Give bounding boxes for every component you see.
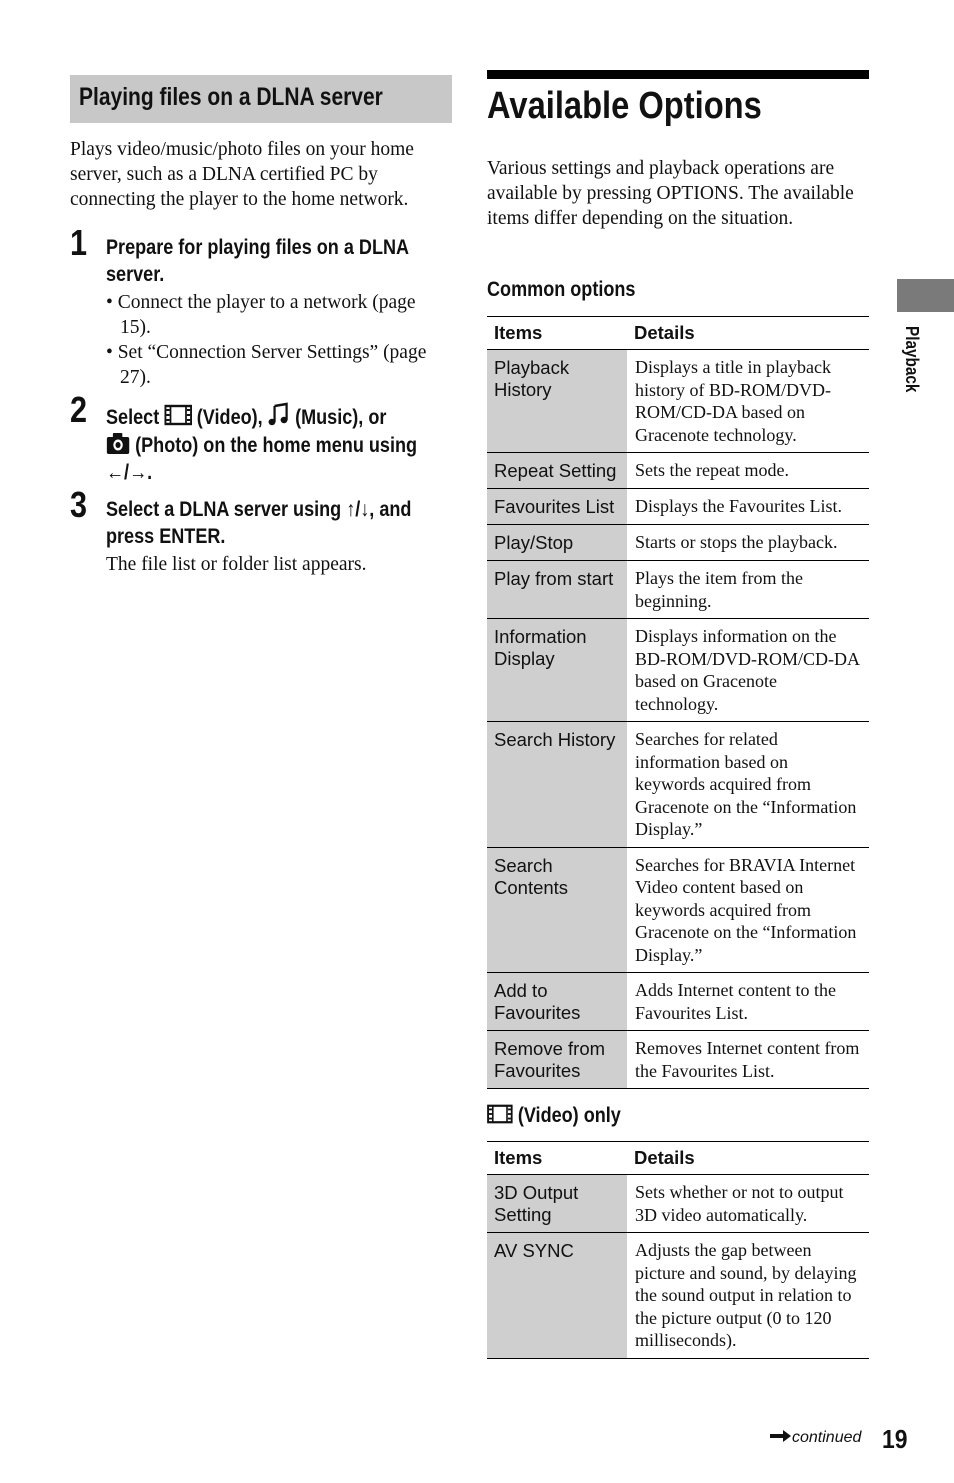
table-row bbox=[487, 1233, 869, 1359]
step-3-number: 3 bbox=[70, 484, 88, 525]
section-title: Playing files on a DLNA server bbox=[79, 83, 383, 111]
item-cell: Search History bbox=[487, 722, 627, 848]
table-row bbox=[487, 847, 869, 973]
step-3-title-line-1: Select a DLNA server using ↑/↓, and bbox=[106, 498, 412, 521]
film-icon bbox=[164, 403, 192, 427]
table-row bbox=[487, 489, 869, 525]
table-row bbox=[487, 1175, 869, 1233]
options-description: Various settings and playback operations are available by pressing OPTIONS. The available items differ depending on the situation. bbox=[487, 158, 854, 229]
table-row bbox=[487, 1031, 869, 1089]
column-header-details: Details bbox=[627, 1142, 869, 1175]
detail-cell: Removes Internet content from the Favourites List. bbox=[627, 1031, 869, 1089]
detail-cell: Searches for BRAVIA Internet Video content based on keywords acquired from Gracenote on the “Information Display.” bbox=[627, 847, 869, 973]
item-cell: Add to Favourites bbox=[487, 973, 627, 1031]
step-2-photo: (Photo) on the home menu using bbox=[135, 434, 418, 457]
common-options-heading: Common options bbox=[487, 278, 636, 301]
item-cell: Search Contents bbox=[487, 847, 627, 973]
item-cell: Play from start bbox=[487, 561, 627, 619]
detail-cell: Sets the repeat mode. bbox=[627, 453, 869, 489]
camera-icon bbox=[106, 431, 130, 455]
column-header-items: Items bbox=[487, 1142, 627, 1175]
detail-cell: Plays the item from the beginning. bbox=[627, 561, 869, 619]
step-1-number: 1 bbox=[70, 222, 88, 263]
item-cell: Playback History bbox=[487, 350, 627, 453]
table-row bbox=[487, 722, 869, 848]
item-cell: Favourites List bbox=[487, 489, 627, 525]
table-header-row bbox=[487, 317, 869, 350]
continued-label: continued bbox=[792, 1429, 862, 1446]
step-3-title bbox=[106, 496, 450, 550]
detail-cell: Displays a title in playback history of BD-ROM/DVD-ROM/CD-DA based on Gracenote technology. bbox=[627, 350, 869, 453]
detail-cell: Adjusts the gap between picture and sound, by delaying the sound output in relation to the picture output (0 to 120 milliseconds). bbox=[627, 1233, 869, 1359]
column-header-details: Details bbox=[627, 317, 869, 350]
continued-note bbox=[770, 1428, 861, 1448]
step-2-music: (Music), or bbox=[295, 406, 387, 429]
title-rule bbox=[487, 70, 869, 79]
step-2-title bbox=[106, 401, 450, 486]
table-row bbox=[487, 619, 869, 722]
table-row bbox=[487, 525, 869, 561]
step-1-bullet-1: • Connect the player to a network (page 15). bbox=[106, 292, 416, 338]
step-3-title-line-2: press ENTER. bbox=[106, 525, 226, 548]
table-row bbox=[487, 453, 869, 489]
detail-cell: Starts or stops the playback. bbox=[627, 525, 869, 561]
step-2-number: 2 bbox=[70, 389, 88, 430]
right-arrow-icon bbox=[770, 1429, 792, 1443]
item-cell: Remove from Favourites bbox=[487, 1031, 627, 1089]
table-row bbox=[487, 973, 869, 1031]
item-cell: Repeat Setting bbox=[487, 453, 627, 489]
table-header-row bbox=[487, 1142, 869, 1175]
item-cell: 3D Output Setting bbox=[487, 1175, 627, 1233]
page-number: 19 bbox=[882, 1424, 908, 1454]
side-tab-label: Playback bbox=[902, 326, 922, 393]
video-only-heading bbox=[487, 1103, 621, 1129]
video-options-table bbox=[487, 1141, 869, 1359]
section-header bbox=[70, 75, 452, 123]
page-title: Available Options bbox=[487, 85, 762, 127]
table-row bbox=[487, 561, 869, 619]
step-1-title: Prepare for playing files on a DLNA server. bbox=[106, 236, 409, 286]
side-tab bbox=[900, 326, 924, 406]
film-icon bbox=[487, 1103, 513, 1125]
column-header-items: Items bbox=[487, 317, 627, 350]
step-3-result: The file list or folder list appears. bbox=[106, 554, 367, 575]
side-tab-marker bbox=[897, 279, 954, 312]
step-2-select: Select bbox=[106, 406, 160, 429]
detail-cell: Displays the Favourites List. bbox=[627, 489, 869, 525]
detail-cell: Searches for related information based on keywords acquired from Gracenote on the “Information Display.” bbox=[627, 722, 869, 848]
music-note-icon bbox=[268, 401, 290, 427]
detail-cell: Displays information on the BD-ROM/DVD-ROM/CD-DA based on Gracenote technology. bbox=[627, 619, 869, 722]
step-1-bullet-2: • Set “Connection Server Settings” (page 27). bbox=[106, 342, 427, 388]
step-2-video: (Video), bbox=[196, 406, 263, 429]
item-cell: Play/Stop bbox=[487, 525, 627, 561]
item-cell: Information Display bbox=[487, 619, 627, 722]
detail-cell: Adds Internet content to the Favourites List. bbox=[627, 973, 869, 1031]
step-2-arrows: ←/→. bbox=[106, 461, 153, 484]
common-options-table bbox=[487, 316, 869, 1089]
item-cell: AV SYNC bbox=[487, 1233, 627, 1359]
video-only-label: (Video) only bbox=[517, 1104, 621, 1127]
table-row bbox=[487, 350, 869, 453]
intro-paragraph: Plays video/music/photo files on your home server, such as a DLNA certified PC by connecting the player to the home network. bbox=[70, 139, 414, 210]
detail-cell: Sets whether or not to output 3D video automatically. bbox=[627, 1175, 869, 1233]
